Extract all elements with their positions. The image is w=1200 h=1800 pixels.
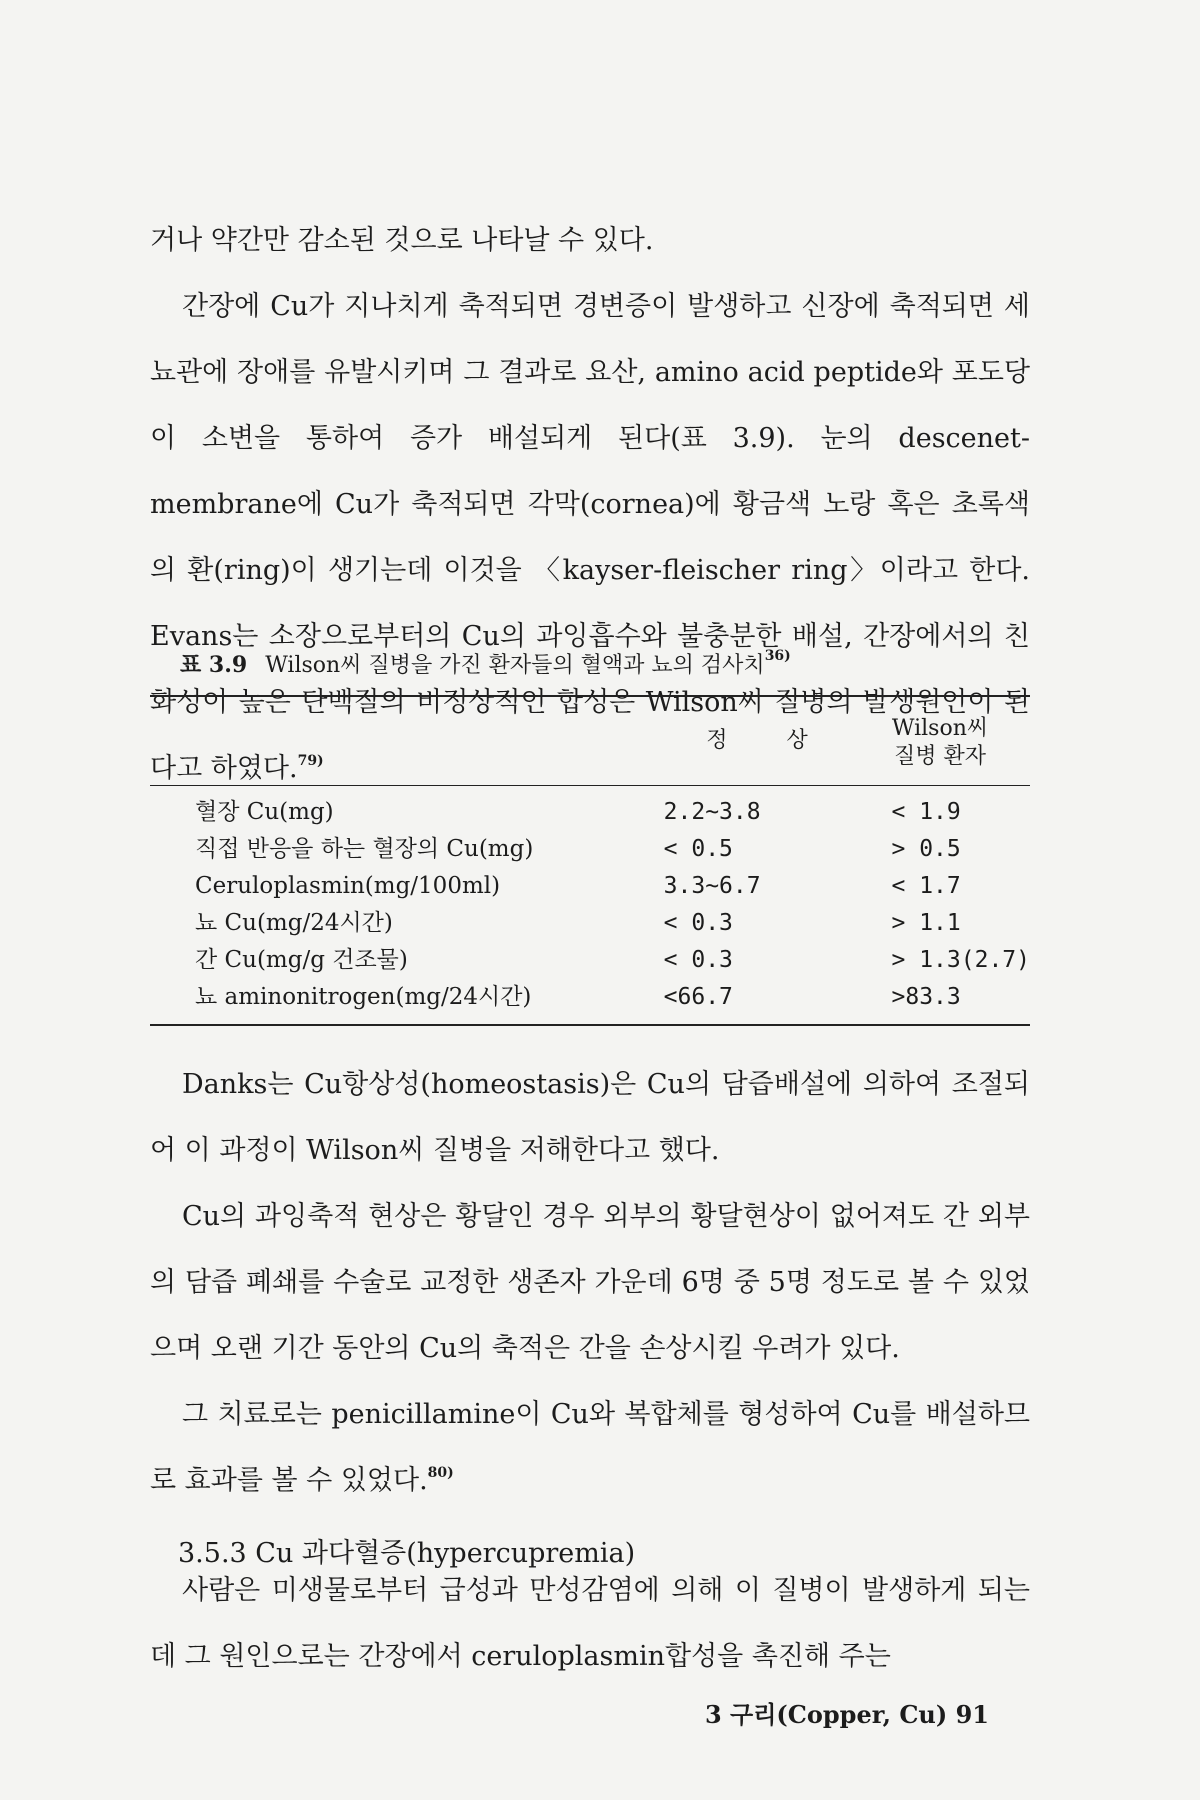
row-normal-value: 2.2∼3.8: [663, 799, 761, 825]
row-wilson-value: >83.3: [891, 984, 961, 1010]
row-label: 혈장 Cu(mg): [195, 799, 334, 825]
row-wilson-value: < 1.7: [891, 873, 961, 899]
row-label: Ceruloplasmin(mg/100ml): [195, 873, 501, 899]
table-row: [150, 868, 1030, 905]
paragraph-liver-cu-text: 간장에 Cu가 지나치게 축적되면 경변증이 발생하고 신장에 축적되면 세뇨관에 장애를 유발시키며 그 결과로 요산, amino acid peptide와 포도당이 소변을 통하여 증가 배설되게 된다(표 3.9). 눈의 descenet-membrane에 Cu가 축적되면 각막(cornea)에 황금색 노랑 혹은 초록색의 환(ring)이 생기는데 이것을 〈kayser-fleischer ring〉이라고 한다. Evans는 소장으로부터의 Cu의 과잉흡수와 불충분한 배설, 간장에서의 친화성이 높은 단백질의 비정상적인 합성은 Wilson씨 질병의 발생원인이 된다고 하였다.: [150, 291, 1030, 784]
row-label: 직접 반응을 하는 혈장의 Cu(mg): [195, 836, 534, 862]
row-label: 뇨 Cu(mg/24시간): [195, 910, 393, 936]
table-row: [150, 905, 1030, 942]
table-body: [150, 794, 1030, 1016]
table-caption: [180, 650, 1020, 681]
body-text-middle: [150, 1052, 1030, 1514]
table-bottom-rule: [150, 1024, 1030, 1026]
paragraph-treatment: [150, 1382, 1030, 1514]
reference-36: 36): [764, 648, 791, 664]
header-wilson: [850, 715, 1030, 771]
paragraph-accumulation: Cu의 과잉축적 현상은 황달인 경우 외부의 황달현상이 없어져도 간 외부의 담즙 폐쇄를 수술로 교정한 생존자 가운데 6명 중 5명 정도로 볼 수 있었으며 오랜 기간 동안의 Cu의 축적은 간을 손상시킬 우려가 있다.: [150, 1201, 1030, 1364]
header-normal: 정 상: [706, 728, 834, 753]
table-row: [150, 831, 1030, 868]
row-wilson-value: < 1.9: [891, 799, 961, 825]
header-wilson-line1: Wilson씨: [891, 716, 989, 741]
table-header-rule: [150, 785, 1030, 786]
row-normal-value: 3.3∼6.7: [663, 873, 761, 899]
row-normal-value: < 0.5: [663, 836, 733, 862]
reference-80: 80): [427, 1465, 454, 1481]
paragraph-danks: Danks는 Cu항상성(homeostasis)은 Cu의 담즙배설에 의하여 조절되어 이 과정이 Wilson씨 질병을 저해한다고 했다.: [150, 1069, 1030, 1166]
page-footer: 3 구리(Copper, Cu) 91: [705, 1700, 989, 1729]
table-row: [150, 942, 1030, 979]
body-text-bottom: [150, 1558, 1030, 1690]
table-caption-label: 표 3.9: [180, 652, 248, 678]
row-normal-value: < 0.3: [663, 910, 733, 936]
table-row: [150, 979, 1030, 1016]
row-label: 뇨 aminonitrogen(mg/24시간): [195, 984, 532, 1010]
paragraph-hypercupremia: 사람은 미생물로부터 급성과 만성감염에 의해 이 질병이 발생하게 되는데 그 원인으로는 간장에서 ceruloplasmin합성을 촉진해 주는: [150, 1575, 1030, 1672]
table-caption-text: Wilson씨 질병을 가진 환자들의 혈액과 뇨의 검사치: [265, 653, 765, 678]
row-normal-value: <66.7: [663, 984, 733, 1010]
lab-values-table: [150, 695, 1030, 1026]
row-wilson-value: > 1.1: [891, 910, 961, 936]
table-header: [150, 697, 1030, 785]
section-heading: 3.5.3 Cu 과다혈증(hypercupremia): [178, 1538, 636, 1569]
reference-79: 79): [297, 753, 324, 769]
row-normal-value: < 0.3: [663, 947, 733, 973]
paragraph-continuation: 거나 약간만 감소된 것으로 나타날 수 있다.: [150, 225, 654, 256]
row-wilson-value: > 1.3(2.7): [891, 947, 1030, 973]
table-row: [150, 794, 1030, 831]
row-wilson-value: > 0.5: [891, 836, 961, 862]
row-label: 간 Cu(mg/g 건조물): [195, 947, 408, 973]
paragraph-treatment-text: 그 치료로는 penicillamine이 Cu와 복합체를 형성하여 Cu를 배설하므로 효과를 볼 수 있었다.: [150, 1399, 1030, 1496]
header-wilson-line2: 질병 환자: [893, 744, 986, 769]
